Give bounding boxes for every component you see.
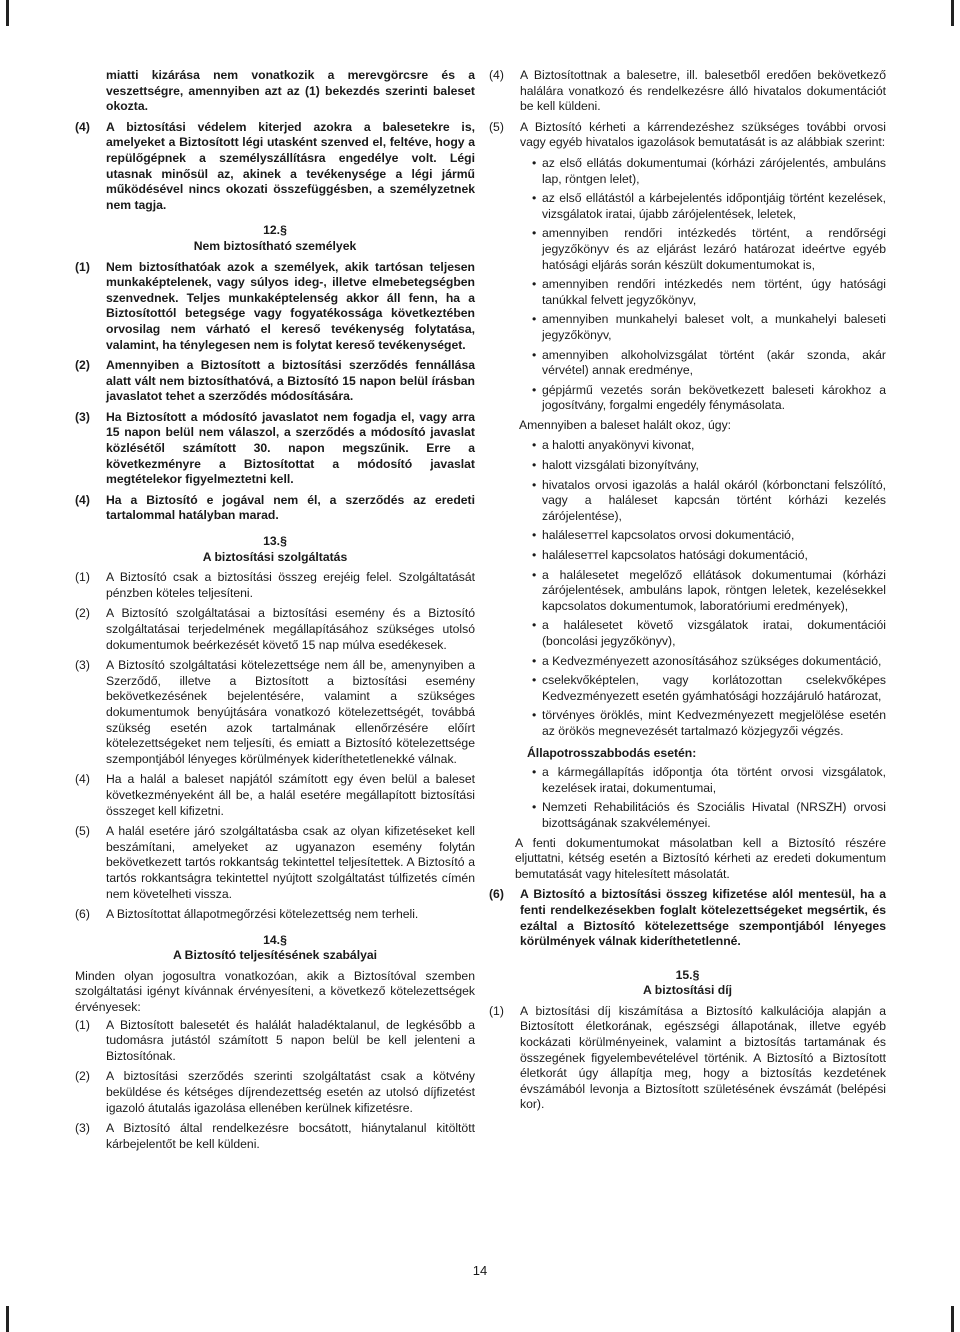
list-item: • amennyiben rendőri intézkedés történt, a rendőrségi jegyzőkönyv és az eljárást lezáró határozat ideértve egyéb hatósági eljárás során készült dokumentumokat is, xyxy=(532,226,886,273)
list-item: • cselekvőképtelen, vagy korlátozottan cselekvőképes Kedvezményezett esetén gyámhatósági hozzájáruló határozat, xyxy=(532,673,886,704)
section-15-number: 15.§ xyxy=(675,967,700,982)
crop-mark-bottom-left xyxy=(6,1306,9,1332)
crop-mark-top-left xyxy=(6,0,9,26)
list-item: • a Kedvezményezett azonosításához szükséges dokumentáció, xyxy=(532,654,886,670)
section-14-title: A Biztosító teljesítésének szabályai xyxy=(172,948,378,963)
left-item-4: (4) A biztosítási védelem kiterjed azokra a balesetekre is, amelyeket a Biztosított légi utasként szenved el, feltéve, hogy a repülőgépnek a személyszállításra engedélye volt. Légi utasnak minősül az, akinek a tevékenysége a légi jármű működésével nincs okozati összefüggésben, a személyzetnek nem tagja. xyxy=(75,119,475,212)
sec13-item: (2) A Biztosító szolgáltatásai a biztosítási esemény és a Biztosító szolgáltatásai terjedelmének megállapításához szükséges utolsó dokumentumok beérkezését követő 15 nap múlva esedékesek. xyxy=(75,606,475,652)
list-item: • törvényes öröklés, mint Kedvezményezett megjelölése esetén az örökös megnevezését tartalmazó közjegyzői végzés. xyxy=(532,708,886,739)
list-item: • haláleseттel kapcsolatos orvosi dokumentáció, xyxy=(532,528,886,544)
section-14-number: 14.§ xyxy=(263,932,287,947)
section-15-title: A biztosítási díj xyxy=(643,983,732,998)
list-item: • amennyiben alkoholvizsgálat történt (akár szonda, akár vérvétel) annak eredménye, xyxy=(532,348,886,379)
left-column xyxy=(75,68,475,1157)
section-14-heading xyxy=(75,933,475,964)
section-12-title: Nem biztosítható személyek xyxy=(193,238,357,253)
list-item: • hivatalos orvosi igazolás a halál okáról (kórbonctani felszólító, vagy a haláleset kapcsán történt kórházi kezelés zárójelentése), xyxy=(532,478,886,525)
sec14-item: (2) A biztosítási szerződés szerinti szolgáltatást csak a kötvény beküldése és kétséges díjrendezettség esetén az utolsó díjfizetést igazoló átutalás igazolása ellenében kerülnek kifizetésre. xyxy=(75,1069,475,1115)
list-item: • az első ellátás dokumentumai (kórházi zárójelentés, ambuláns lap, röntgen lelet), xyxy=(532,156,886,187)
required-documents-list xyxy=(489,156,886,414)
section-13-title: A biztosítási szolgáltatás xyxy=(202,549,348,564)
sec14-item: (3) A Biztosító által rendelkezésre bocsátott, hiánytalanul kitöltött kárbejelentőt be kell küldeni. xyxy=(75,1121,475,1151)
list-item: • a halálesetet követő vizsgálatok iratai, dokumentációi (boncolási jegyzőkönyv), xyxy=(532,618,886,649)
sec12-item: (4) Ha a Biztosító e jogával nem él, a szerződés az eredeti tartalommal hatályban marad. xyxy=(75,492,475,523)
crop-mark-top-right xyxy=(951,0,954,26)
sec13-item: (4) Ha a halál a baleset napjától számított egy éven belül a baleset következményeként áll be, a halál esetére megállapított biztosítási összeget kell kifizetni. xyxy=(75,772,475,818)
list-item: • a kármegállapítás időpontja óta történt orvosi vizsgálatok, kezelések iratai, dokumentumai, xyxy=(532,765,886,796)
left-intro-text: miatti kizárása nem vonatkozik a merevgörcsre és a veszettségre, amennyiben azt az (1) bekezdés szerinti baleset okozta. xyxy=(106,68,475,114)
worsening-heading: Állapotrosszabbodás esetén: xyxy=(527,745,697,760)
page-number: 14 xyxy=(472,1263,488,1278)
list-item: • halott vizsgálati bizonyítvány, xyxy=(532,458,886,474)
list-item: • amennyiben rendőri intézkedés nem történt, úgy hatósági tanúkkal felvett jegyzőkönyv, xyxy=(532,277,886,308)
sec13-item: (1) A Biztosító csak a biztosítási összeg erejéig felel. Szolgáltatását pénzben köteles teljesíteni. xyxy=(75,570,475,600)
sec14-item: (1) A Biztosított balesetét és halálát haladéktalanul, de legkésőbb a tudomásra jutástól számított 5 napon belül be kell jelenteni a Biztosítónak. xyxy=(75,1017,475,1063)
sec13-item: (6) A Biztosítottat állapotmegőrzési kötelezettség nem terheli. xyxy=(75,907,419,922)
section-15-heading xyxy=(489,968,886,999)
list-item: • az első ellátástól a kárbejelentés időpontjáig történt kezelések, vizsgálatok iratai, újabb zárójelentések, leletek, xyxy=(532,191,886,222)
sec12-item: (2) Amennyiben a Biztosított a biztosítási szerződés fennállása alatt vált nem biztosíthatóvá, a Biztosító 15 napon belül írásban javaslatot tehet a szerződés módosítására. xyxy=(75,358,475,404)
sec12-item: (1) Nem biztosíthatóak azok a személyek, akik tartósan teljesen munkaképtelenek, vagy súlyos ideg-, illetve elmebetegségben szenvednek. Teljes munkaképtelenség akkor áll fenn, ha a Biztosítottól betegsége vagy fogyatékossága következtében orvosilag nem várható el kereső tevékenység folytatása, valamint, ha ténylegesen nem is folytat kereső tevékenységet. xyxy=(75,259,475,352)
sec13-item: (3) A Biztosító szolgáltatási kötelezettsége nem áll be, amenynyiben a Szerződő, illetve a Biztosított a biztosítási esemény bekövetkezésének bejelentésére, valamint a szükséges dokumentumok benyújtására vonatkozó kötelezettségét, továbbá szükség esetén azok tartalmának ellenőrzésére előírt kötelezettségeket nem teljesíti, és emiatt a Biztosító kötelezettsége szempontjából lényeges körülmények kideríthetetlenekké válnak. xyxy=(75,658,475,766)
list-item: • a halotti anyakönyvi kivonat, xyxy=(532,438,886,454)
sec13-item: (5) A halál esetére járó szolgáltatásba csak az olyan kifizetéseket kell beszámítani, amelyeket az ugyanazon esemény folytán bekövetkezett tartós rokkantság tekintettel teljesítettek. A Biztosító a tartós rokkantságra tekintettel nyújtott szolgáltatást túlfizetés címén nem követelheti vissza. xyxy=(75,824,475,901)
section-12-heading xyxy=(75,223,475,254)
death-documents-list xyxy=(489,438,886,739)
section-12-number: 12.§ xyxy=(263,223,287,238)
section-13-heading xyxy=(75,534,475,565)
list-item: • a halálesetet megelőző ellátások dokumentumai (kórházi zárójelentések, ambuláns lapok, röntgen leletek, kezelésekkel kapcsolatos dokumentumok, laboratóriumi eredmények), xyxy=(532,568,886,615)
death-case-intro: Amennyiben a baleset halált okoz, úgy: xyxy=(519,417,732,432)
right-item-6: (6) A Biztosító a biztosítási összeg kifizetése alól mentesül, ha a fenti rendelkezésekben foglalt kötelezettségeket megsértik, és ezáltal a Biztosító kötelezettsége szempontjából lényeges körülmények válnak kideríthetetlenné. xyxy=(489,887,886,949)
copies-note: A fenti dokumentumokat másolatban kell a Biztosító részére eljuttatni, kétség esetén a Biztosító kérheti az eredeti dokumentum bemutatását vagy hitelesített másolatát. xyxy=(515,835,886,881)
sec12-item: (3) Ha Biztosított a módosító javaslatot nem fogadja el, vagy arra 15 napon belül nem válaszol, a szerződés a módosító javaslat közlésétől számított 30. napon megszűnik. Erre a következményre a Biztosítottat a módosító javaslat megtételekor figyelmeztetni kell. xyxy=(75,409,475,487)
right-column xyxy=(489,68,886,1118)
list-item: • amennyiben munkahelyi baleset volt, a munkahelyi baleseti jegyzőkönyv, xyxy=(532,312,886,343)
section-14-intro: Minden olyan jogosultra vonatkozóan, akik a Biztosítóval szemben szolgáltatási igényt kívánnak érvényesíteni, a következő kötelezettségek érvényesek: xyxy=(75,968,475,1015)
list-item: • haláleseттel kapcsolatos hatósági dokumentáció, xyxy=(532,548,886,564)
right-item-5: (5) A Biztosító kérheti a kárrendezéshez szükséges további orvosi vagy egyéb hivatalos igazolások bemutatását is az alábbiak szerint: xyxy=(489,119,886,150)
list-item: • Nemzeti Rehabilitációs és Szociális Hivatal (NRSZH) orvosi bizottságának szakvéleményei. xyxy=(532,800,886,831)
right-item-4: (4) A Biztosítottnak a balesetre, ill. balesetből eredően bekövetkező halálára vonatkozó és rendelkezésre álló hivatalos dokumentációt be kell küldeni. xyxy=(489,68,886,114)
worsening-documents-list xyxy=(489,765,886,831)
section-13-number: 13.§ xyxy=(263,534,287,549)
list-item: • gépjármű vezetés során bekövetkezett baleseti károkhoz a jogosítvány, forgalmi engedély fénymásolata. xyxy=(532,383,886,414)
crop-mark-bottom-right xyxy=(951,1306,954,1332)
sec15-item: (1) A biztosítási díj kiszámítása a Biztosító kalkulációja alapján a Biztosított életkorának, egészségi állapotának, illetve egyéb kockázati körülményeinek, valamint a biztosítás tartamának és összegének figyelembevételével történik. A Biztosító a Biztosított életkorát úgy állapítja meg, hogy a biztosítás kezdetének évszámából levonja a Biztosított születésének évszámát (belépési kor). xyxy=(489,1003,886,1112)
